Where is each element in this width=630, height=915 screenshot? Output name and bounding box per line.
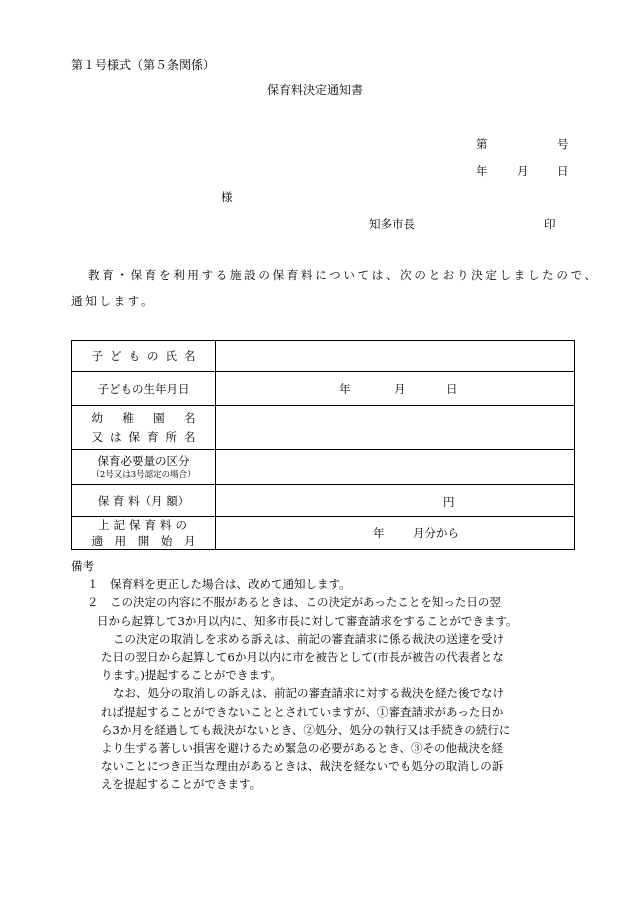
label-char: 保 [128,430,140,444]
label-char: 又 [91,430,103,444]
label-char: 稚 [122,411,134,425]
body-text-line2: 通知します。 [71,294,156,308]
label-char: 名 [184,349,196,363]
note-2-para2-line3: ります。)提起することができます。 [101,668,282,683]
care-need-label-sub: （2号又は3号認定の場合） [91,470,196,480]
note-2-line2: 日から起算して3か月以内に、知多市長に対して審査請求をすることができます。 [97,613,518,628]
date-year: 年 [476,164,488,178]
fee-unit: 円 [443,495,455,509]
table-row [72,406,575,450]
birthdate-field[interactable] [216,372,575,406]
birthdate-year: 年 [339,382,351,396]
label-char: 育 [147,430,159,444]
label-char: の [147,349,159,363]
monthly-fee-label: 保 育 料（月 額） [72,485,216,517]
notes-heading: 備考 [71,559,94,573]
note-2-line1: ２ この決定の内容に不服があるときは、この決定があったことを知った日の翌 [87,595,501,610]
monthly-fee-field[interactable] [216,485,575,517]
label-char: ど [110,349,122,363]
label-char: 月 [184,534,196,548]
form-number: 第１号様式（第５条関係） [71,58,216,72]
start-month-label [72,517,216,550]
note-2-para3-line4: より生ずる著しい損害を避けるため緊急の必要があるとき、③その他裁決を経 [101,741,504,756]
date-day: 日 [557,164,569,178]
note-2-para3-line3: ら3か月を経過しても裁決がないとき、②処分、処分の執行又は手続きの続行に [101,722,511,737]
note-2-para2-line1: この決定の取消しを求める訴えは、前記の審査請求に係る裁決の送達を受け [113,631,504,646]
label-char: 名 [183,411,196,425]
fee-table [71,340,575,550]
note-1: １ 保育料を更正した場合は、改めて通知します。 [87,577,351,592]
care-need-label [72,450,216,485]
date-month: 月 [517,164,529,178]
note-2-para3-line6: えを提起することができます。 [101,777,262,792]
birthdate-month: 月 [394,382,406,396]
child-name-field[interactable] [216,341,575,372]
start-month-text: 月分から [413,526,459,540]
label-char: 始 [160,534,173,548]
label-char: 子 [91,349,103,363]
label-char: 所 [165,430,177,444]
note-2-para2-line2: た日の翌日から起算して6か月以内に市を被告として(市長が被告の代表者とな [101,650,504,665]
child-name-label [72,341,216,372]
label-char: も [128,349,140,363]
notice-number-suffix: 号 [557,137,569,151]
body-text-line1: 教育・保育を利用する施設の保育料については、次のとおり決定しましたので、 [88,268,599,282]
label-char: 園 [153,411,165,425]
note-2-para3-line1: なお、処分の取消しの訴えは、前記の審査請求に対する裁決を経た後でなけ [113,686,504,701]
label-char: 適 [91,534,103,548]
addressee-suffix: 様 [221,190,233,204]
birthdate-label: 子どもの生年月日 [72,372,216,406]
start-month-field[interactable] [216,517,575,550]
facility-name-field[interactable] [216,406,575,450]
label-char: 名 [184,430,196,444]
document-title: 保育料決定通知書 [266,83,363,97]
table-row [72,485,575,517]
seal-mark: 印 [544,217,556,231]
label-char: は [110,430,122,444]
care-need-field[interactable] [216,450,575,485]
start-month-label-line1: 上記保育料の [98,518,191,532]
birthdate-day: 日 [446,382,458,396]
table-row [72,341,575,372]
notice-number-prefix: 第 [476,137,488,151]
issuer-name: 知多市長 [369,217,415,231]
label-char: 用 [114,534,127,548]
table-row [72,450,575,485]
start-year: 年 [373,526,385,540]
notes-section [71,557,591,794]
label-char: 開 [137,534,150,548]
label-char: 幼 [91,411,103,425]
note-2-para3-line5: ないことにつき正当な理由があるときは、裁決を経ないでも処分の取消しの訴 [101,759,504,774]
facility-name-label [72,406,216,450]
table-row [72,372,575,406]
table-row [72,517,575,550]
label-char: 氏 [165,349,177,363]
note-2-para3-line2: れば提起することができないこととされていますが、①審査請求があった日か [101,704,504,719]
care-need-label-main: 保育必要量の区分 [97,454,190,468]
